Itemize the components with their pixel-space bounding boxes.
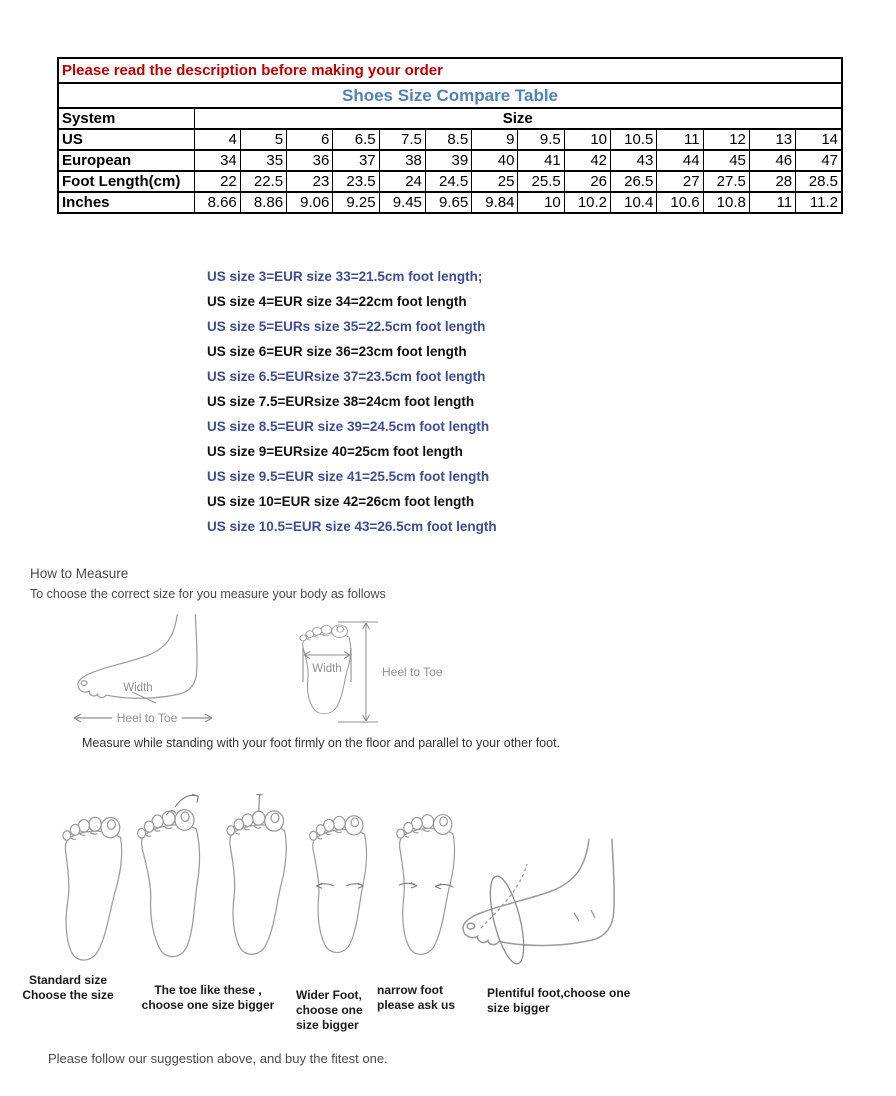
caption-plentiful-foot (487, 986, 647, 1016)
size-value-cell: 39 (425, 150, 471, 171)
size-compare-table (57, 57, 843, 214)
size-value-cell: 10.2 (564, 192, 610, 213)
size-value-cell: 24.5 (425, 171, 471, 192)
caption-wider-foot (296, 988, 381, 1033)
size-value-cell: 36 (287, 150, 333, 171)
size-value-cell: 7.5 (379, 129, 425, 150)
plentiful-foot-illustration (453, 836, 643, 974)
size-value-cell: 9 (472, 129, 518, 150)
size-equivalence-line: US size 8.5=EUR size 39=24.5cm foot length (207, 419, 490, 434)
size-table-row (58, 129, 842, 150)
caption-line: please ask us (377, 998, 456, 1012)
measuring-diagram (60, 610, 510, 740)
size-value-cell: 9.84 (472, 192, 518, 213)
size-equivalence-line: US size 10.5=EUR size 43=26.5cm foot length (207, 519, 497, 534)
size-equivalence-line: US size 6.5=EURsize 37=23.5cm foot length (207, 369, 486, 384)
header-row (58, 108, 842, 129)
size-equivalence-line: US size 5=EURs size 35=22.5cm foot length (207, 319, 486, 334)
size-value-cell: 9.65 (425, 192, 471, 213)
size-equivalence-line: US size 9.5=EUR size 41=25.5cm foot length (207, 469, 490, 484)
size-value-cell: 25.5 (518, 171, 564, 192)
size-header: Size (194, 108, 842, 129)
caption-line: size bigger (296, 1018, 359, 1032)
caption-line: size bigger (487, 1001, 550, 1015)
size-value-cell: 10.4 (611, 192, 657, 213)
size-table-row (58, 150, 842, 171)
crooked-toe-foot-illustration (133, 789, 213, 967)
title-row (58, 83, 842, 108)
size-value-cell: 10 (564, 129, 610, 150)
size-value-cell: 11 (749, 192, 795, 213)
size-value-cell: 10.5 (611, 129, 657, 150)
heel-to-toe-label-side: Heel to Toe (116, 711, 178, 725)
size-value-cell: 44 (657, 150, 703, 171)
size-equivalence-line: US size 6=EUR size 36=23cm foot length (207, 344, 467, 359)
row-label: European (58, 150, 194, 171)
size-value-cell: 6 (287, 129, 333, 150)
standard-foot-illustration (52, 795, 130, 971)
size-value-cell: 9.25 (333, 192, 379, 213)
size-value-cell: 6.5 (333, 129, 379, 150)
caption-line: choose one (296, 1003, 363, 1017)
caption-line: Wider Foot, (296, 988, 362, 1002)
caption-line: narrow foot (377, 983, 443, 997)
size-equivalence-list (207, 264, 497, 539)
size-value-cell: 22 (194, 171, 240, 192)
size-value-cell: 40 (472, 150, 518, 171)
long-toe-foot-illustration (218, 787, 296, 967)
size-value-cell: 4 (194, 129, 240, 150)
size-value-cell: 22.5 (240, 171, 286, 192)
size-value-cell: 37 (333, 150, 379, 171)
caption-toe-like-these (133, 983, 283, 1013)
size-value-cell: 28 (749, 171, 795, 192)
size-value-cell: 26 (564, 171, 610, 192)
size-value-cell: 23.5 (333, 171, 379, 192)
caption-line: Plentiful foot,choose one (487, 986, 631, 1000)
caption-line: choose one size bigger (141, 998, 275, 1012)
read-description-notice: Please read the description before making your order (58, 58, 842, 83)
size-equivalence-line: US size 9=EURsize 40=25cm foot length (207, 444, 463, 459)
size-value-cell: 46 (749, 150, 795, 171)
footer-suggestion: Please follow our suggestion above, and buy the fitest one. (48, 1051, 388, 1066)
wider-foot-illustration (303, 790, 377, 968)
size-equivalence-line: US size 10=EUR size 42=26cm foot length (207, 494, 475, 509)
size-value-cell: 10.8 (703, 192, 749, 213)
size-value-cell: 9.06 (287, 192, 333, 213)
size-value-cell: 11.2 (796, 192, 842, 213)
size-value-cell: 5 (240, 129, 286, 150)
how-to-measure-subheading: To choose the correct size for you measure your body as follows (30, 587, 386, 601)
size-equivalence-line: US size 4=EUR size 34=22cm foot length (207, 294, 467, 309)
size-value-cell: 24 (379, 171, 425, 192)
caption-standard-size (18, 973, 118, 1003)
size-equivalence-line: US size 7.5=EURsize 38=24cm foot length (207, 394, 475, 409)
size-value-cell: 27 (657, 171, 703, 192)
size-value-cell: 10 (518, 192, 564, 213)
width-label-side: Width (123, 682, 153, 694)
size-value-cell: 8.5 (425, 129, 471, 150)
size-value-cell: 8.86 (240, 192, 286, 213)
size-value-cell: 35 (240, 150, 286, 171)
size-value-cell: 42 (564, 150, 610, 171)
size-value-cell: 47 (796, 150, 842, 171)
size-value-cell: 13 (749, 129, 795, 150)
size-value-cell: 12 (703, 129, 749, 150)
size-value-cell: 27.5 (703, 171, 749, 192)
heel-to-toe-label-top: Heel to Toe (382, 665, 443, 679)
size-value-cell: 38 (379, 150, 425, 171)
size-value-cell: 25 (472, 171, 518, 192)
size-table-row (58, 192, 842, 213)
system-header: System (58, 108, 194, 129)
size-value-cell: 9.45 (379, 192, 425, 213)
size-value-cell: 34 (194, 150, 240, 171)
row-label: Inches (58, 192, 194, 213)
size-value-cell: 14 (796, 129, 842, 150)
size-value-cell: 8.66 (194, 192, 240, 213)
size-value-cell: 43 (611, 150, 657, 171)
caption-line: Choose the size (22, 988, 114, 1002)
size-value-cell: 26.5 (611, 171, 657, 192)
size-equivalence-line: US size 3=EUR size 33=21.5cm foot length; (207, 269, 483, 284)
size-value-cell: 23 (287, 171, 333, 192)
row-label: US (58, 129, 194, 150)
measure-caption: Measure while standing with your foot firmly on the floor and parallel to your other foot. (82, 736, 561, 750)
notice-row (58, 58, 842, 83)
caption-narrow-foot (377, 983, 477, 1013)
size-value-cell: 10.6 (657, 192, 703, 213)
size-value-cell: 45 (703, 150, 749, 171)
size-value-cell: 28.5 (796, 171, 842, 192)
how-to-measure-heading: How to Measure (30, 566, 129, 581)
size-table-row (58, 171, 842, 192)
size-value-cell: 41 (518, 150, 564, 171)
row-label: Foot Length(cm) (58, 171, 194, 192)
width-label-top: Width (312, 663, 342, 675)
size-value-cell: 11 (657, 129, 703, 150)
size-table-body (58, 129, 842, 213)
table-title: Shoes Size Compare Table (58, 83, 842, 108)
size-value-cell: 9.5 (518, 129, 564, 150)
caption-line: Standard size (28, 973, 108, 987)
caption-line: The toe like these , (154, 983, 262, 997)
